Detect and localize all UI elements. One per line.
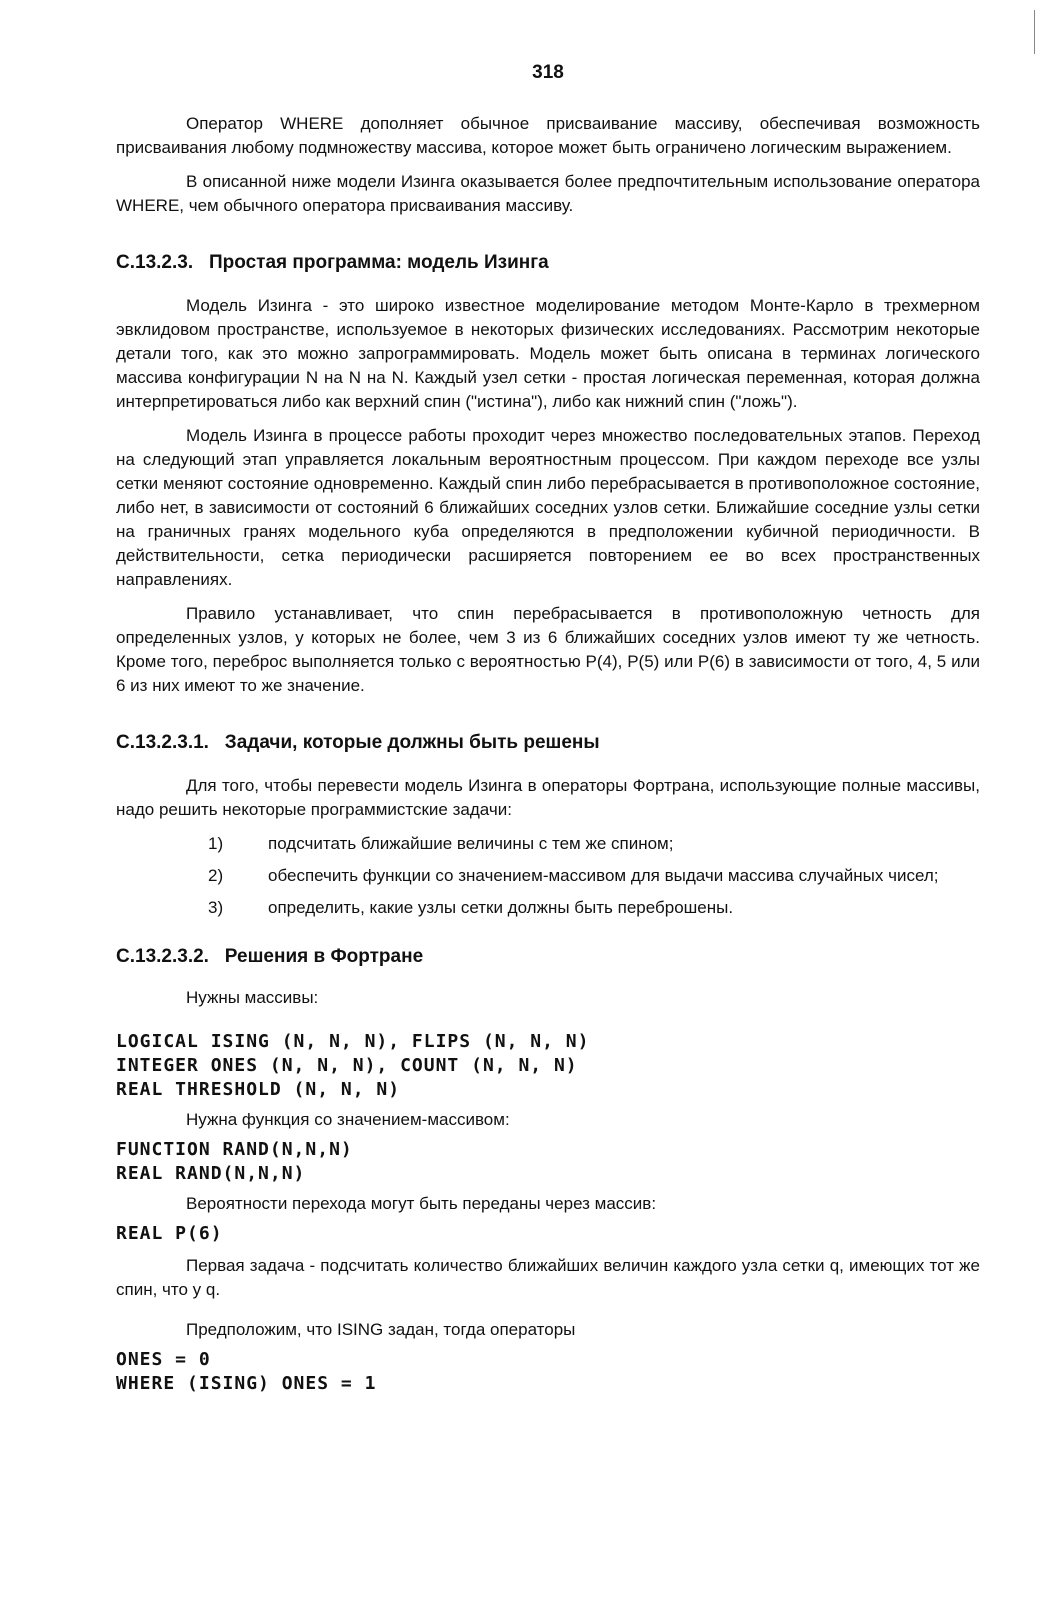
intro-paragraph-2: В описанной ниже модели Изинга оказывается более предпочтительным использование оператора WHERE, чем обычного оператора присваивания массиву. bbox=[116, 172, 980, 215]
code-declarations: LOGICAL ISING (N, N, N), FLIPS (N, N, N) INTEGER ONES (N, N, N), COUNT (N, N, N) REAL THRESHOLD (N, N, N) bbox=[116, 1031, 590, 1100]
list-item bbox=[116, 832, 980, 856]
section-paragraph-2: Модель Изинга в процессе работы проходит через множество последовательных этапов. Переход на следующий этап управляется локальным вероятностным процессом. При каждом переходе все узлы сетки меняют состояние одновременно. Каждый спин либо перебрасывается в противоположное состояние, либо нет, в зависимости от состояний 6 ближайших соседних узлов сетки. Ближайшие соседние узлы сетки на граничных гранях модельного куба определяются в предположении кубичной периодичности. В действительности, сетка периодически расширяется повторением ее во всех пространственных направлениях. bbox=[116, 426, 980, 589]
document-page bbox=[116, 62, 980, 1396]
list-item-text: подсчитать ближайшие величины с тем же спином; bbox=[268, 834, 674, 853]
need-function-text: Нужна функция со значением-массивом: bbox=[186, 1110, 510, 1129]
subsection2-title: Решения в Фортране bbox=[224, 946, 424, 967]
section-number: С.13.2.3. bbox=[116, 252, 194, 273]
section-title: Простая программа: модель Изинга bbox=[208, 252, 549, 273]
need-arrays-text: Нужны массивы: bbox=[186, 988, 319, 1007]
subsection1-number: С.13.2.3.1. bbox=[116, 732, 209, 753]
subsection2-heading bbox=[116, 946, 980, 968]
intro-paragraph-1: Оператор WHERE дополняет обычное присваивание массиву, обеспечивая возможность присваивания любому подмножеству массива, которое может быть ограничено логическим выражением. bbox=[116, 114, 980, 157]
scan-mark bbox=[1034, 10, 1035, 54]
list-item-text: обеспечить функции со значением-массивом для выдачи массива случайных чисел; bbox=[268, 866, 939, 885]
list-item-text: определить, какие узлы сетки должны быть переброшены. bbox=[268, 898, 734, 917]
code-where: ONES = 0 WHERE (ISING) ONES = 1 bbox=[116, 1349, 377, 1394]
list-item-number: 2) bbox=[208, 866, 224, 885]
subsection1-paragraph: Для того, чтобы перевести модель Изинга в операторы Фортрана, использующие полные массивы, надо решить некоторые программистские задачи: bbox=[116, 776, 980, 819]
code-function: FUNCTION RAND(N,N,N) REAL RAND(N,N,N) bbox=[116, 1139, 353, 1184]
first-task-paragraph: Первая задача - подсчитать количество ближайших величин каждого узла сетки q, имеющих тот же спин, что у q. bbox=[116, 1256, 980, 1299]
subsection1-heading bbox=[116, 732, 980, 754]
list-item bbox=[116, 896, 980, 920]
subsection1-title: Задачи, которые должны быть решены bbox=[224, 732, 600, 753]
section-heading bbox=[116, 252, 980, 274]
list-item-number: 1) bbox=[208, 834, 224, 853]
suppose-text: Предположим, что ISING задан, тогда операторы bbox=[186, 1320, 576, 1339]
section-paragraph-1: Модель Изинга - это широко известное моделирование методом Монте-Карло в трехмерном эвклидовом пространстве, используемое в некоторых физических исследованиях. Рассмотрим некоторые детали того, как это можно запрограммировать. Модель может быть описана в терминах логического массива конфигурации N на N на N. Каждый узел сетки - простая логическая переменная, которая должна интерпретироваться либо как верхний спин ("истина"), либо как нижний спин ("ложь"). bbox=[116, 296, 980, 411]
task-list bbox=[116, 832, 980, 920]
probabilities-text: Вероятности перехода могут быть переданы через массив: bbox=[186, 1194, 657, 1213]
section-paragraph-3: Правило устанавливает, что спин перебрасывается в противоположную четность для определенных узлов, у которых не более, чем 3 из 6 ближайших соседних узлов имеют ту же четность. Кроме того, переброс выполняется только с вероятностью P(4), P(5) или P(6) в зависимости от того, 4, 5 или 6 из них имеют то же значение. bbox=[116, 604, 980, 695]
list-item bbox=[116, 864, 980, 888]
code-probabilities: REAL P(6) bbox=[116, 1223, 223, 1244]
subsection2-number: С.13.2.3.2. bbox=[116, 946, 209, 967]
list-item-number: 3) bbox=[208, 898, 224, 917]
page-number: 318 bbox=[532, 62, 564, 83]
